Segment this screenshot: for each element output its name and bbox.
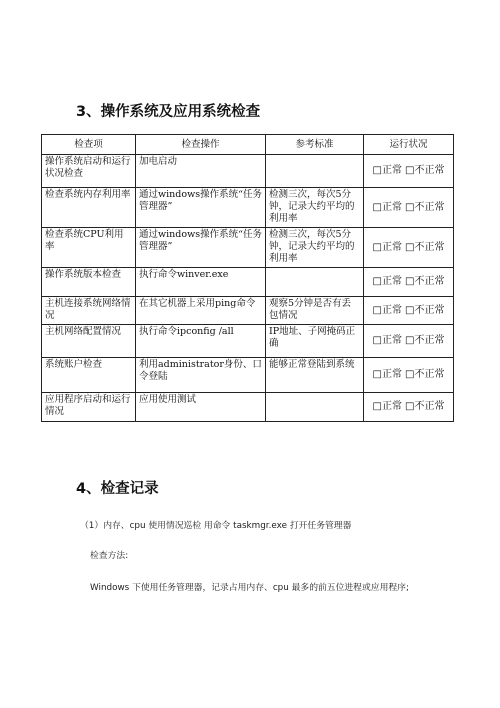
table-row bbox=[42, 188, 454, 228]
status-abnormal-checkbox[interactable]: □不正常 bbox=[405, 369, 445, 380]
status-normal-checkbox[interactable]: □正常 bbox=[372, 241, 402, 253]
run-status-cell bbox=[364, 297, 454, 325]
table-row bbox=[42, 155, 454, 188]
status-normal-checkbox[interactable]: □正常 bbox=[372, 401, 402, 412]
run-status-cell bbox=[364, 325, 454, 358]
check-item-cell: 检查系统内存利用率 bbox=[42, 188, 136, 228]
check-operation-cell: 利用administrator身份、口令登陆 bbox=[136, 358, 266, 393]
reference-standard-cell bbox=[266, 155, 364, 188]
check-item-cell: 操作系统启动和运行状况检查 bbox=[42, 155, 136, 188]
header-check-operation: 检查操作 bbox=[136, 135, 266, 155]
table-row bbox=[42, 297, 454, 325]
check-operation-cell: 通过windows操作系统“任务管理器” bbox=[136, 228, 266, 268]
check-operation-cell: 执行命令ipconfig /all bbox=[136, 325, 266, 358]
record-line-method: 检查方法: bbox=[90, 551, 129, 561]
record-line-memory-cpu: （1）内存、cpu 使用情况巡检 用命令 taskmgr.exe 打开任务管理器 bbox=[80, 521, 352, 531]
table-row bbox=[42, 268, 454, 297]
status-normal-checkbox[interactable]: □正常 bbox=[372, 276, 402, 287]
table-row bbox=[42, 228, 454, 268]
run-status-cell bbox=[364, 155, 454, 188]
run-status-cell bbox=[364, 393, 454, 422]
table-row bbox=[42, 358, 454, 393]
reference-standard-cell bbox=[266, 393, 364, 422]
check-item-cell: 应用程序启动和运行情况 bbox=[42, 393, 136, 422]
check-item-cell: 检查系统CPU利用率 bbox=[42, 228, 136, 268]
header-reference-standard: 参考标准 bbox=[266, 135, 364, 155]
reference-standard-cell: 能够正常登陆到系统 bbox=[266, 358, 364, 393]
table-row bbox=[42, 393, 454, 422]
run-status-cell bbox=[364, 268, 454, 297]
check-operation-cell: 应用使用测试 bbox=[136, 393, 266, 422]
status-normal-checkbox[interactable]: □正常 bbox=[372, 165, 402, 176]
status-abnormal-checkbox[interactable]: □不正常 bbox=[405, 335, 445, 346]
section-4-heading: 4、检查记录 bbox=[76, 481, 159, 497]
check-item-cell: 主机网络配置情况 bbox=[42, 325, 136, 358]
status-normal-checkbox[interactable]: □正常 bbox=[372, 304, 402, 316]
record-line-windows: Windows 下使用任务管理器，记录占用内存、cpu 最多的前五位进程或应用程序; bbox=[90, 583, 409, 593]
status-abnormal-checkbox[interactable]: □不正常 bbox=[405, 401, 445, 412]
reference-standard-cell: IP地址、子网掩码正确 bbox=[266, 325, 364, 358]
system-check-table bbox=[41, 134, 454, 422]
check-operation-cell: 通过windows操作系统“任务管理器” bbox=[136, 188, 266, 228]
status-normal-checkbox[interactable]: □正常 bbox=[372, 369, 402, 380]
table-header-row bbox=[42, 135, 454, 155]
check-item-cell: 主机连接系统网络情况 bbox=[42, 297, 136, 325]
reference-standard-cell: 观察5分钟是否有丢包情况 bbox=[266, 297, 364, 325]
check-operation-cell: 加电启动 bbox=[136, 155, 266, 188]
reference-standard-cell bbox=[266, 268, 364, 297]
status-abnormal-checkbox[interactable]: □不正常 bbox=[405, 201, 445, 213]
status-abnormal-checkbox[interactable]: □不正常 bbox=[405, 276, 445, 287]
reference-standard-cell: 检测三次，每次5分钟，记录大约平均的利用率 bbox=[266, 188, 364, 228]
check-operation-cell: 执行命令winver.exe bbox=[136, 268, 266, 297]
header-run-status: 运行状况 bbox=[364, 135, 454, 155]
status-normal-checkbox[interactable]: □正常 bbox=[372, 201, 402, 213]
check-item-cell: 操作系统版本检查 bbox=[42, 268, 136, 297]
status-normal-checkbox[interactable]: □正常 bbox=[372, 335, 402, 346]
run-status-cell bbox=[364, 188, 454, 228]
status-abnormal-checkbox[interactable]: □不正常 bbox=[405, 304, 445, 316]
header-check-item: 检查项 bbox=[42, 135, 136, 155]
reference-standard-cell: 检测三次，每次5分钟，记录大约平均的利用率 bbox=[266, 228, 364, 268]
run-status-cell bbox=[364, 228, 454, 268]
check-operation-cell: 在其它机器上采用ping命令 bbox=[136, 297, 266, 325]
status-abnormal-checkbox[interactable]: □不正常 bbox=[405, 241, 445, 253]
run-status-cell bbox=[364, 358, 454, 393]
status-abnormal-checkbox[interactable]: □不正常 bbox=[405, 165, 445, 176]
section-3-heading: 3、操作系统及应用系统检查 bbox=[76, 104, 261, 120]
check-item-cell: 系统账户检查 bbox=[42, 358, 136, 393]
table-row bbox=[42, 325, 454, 358]
